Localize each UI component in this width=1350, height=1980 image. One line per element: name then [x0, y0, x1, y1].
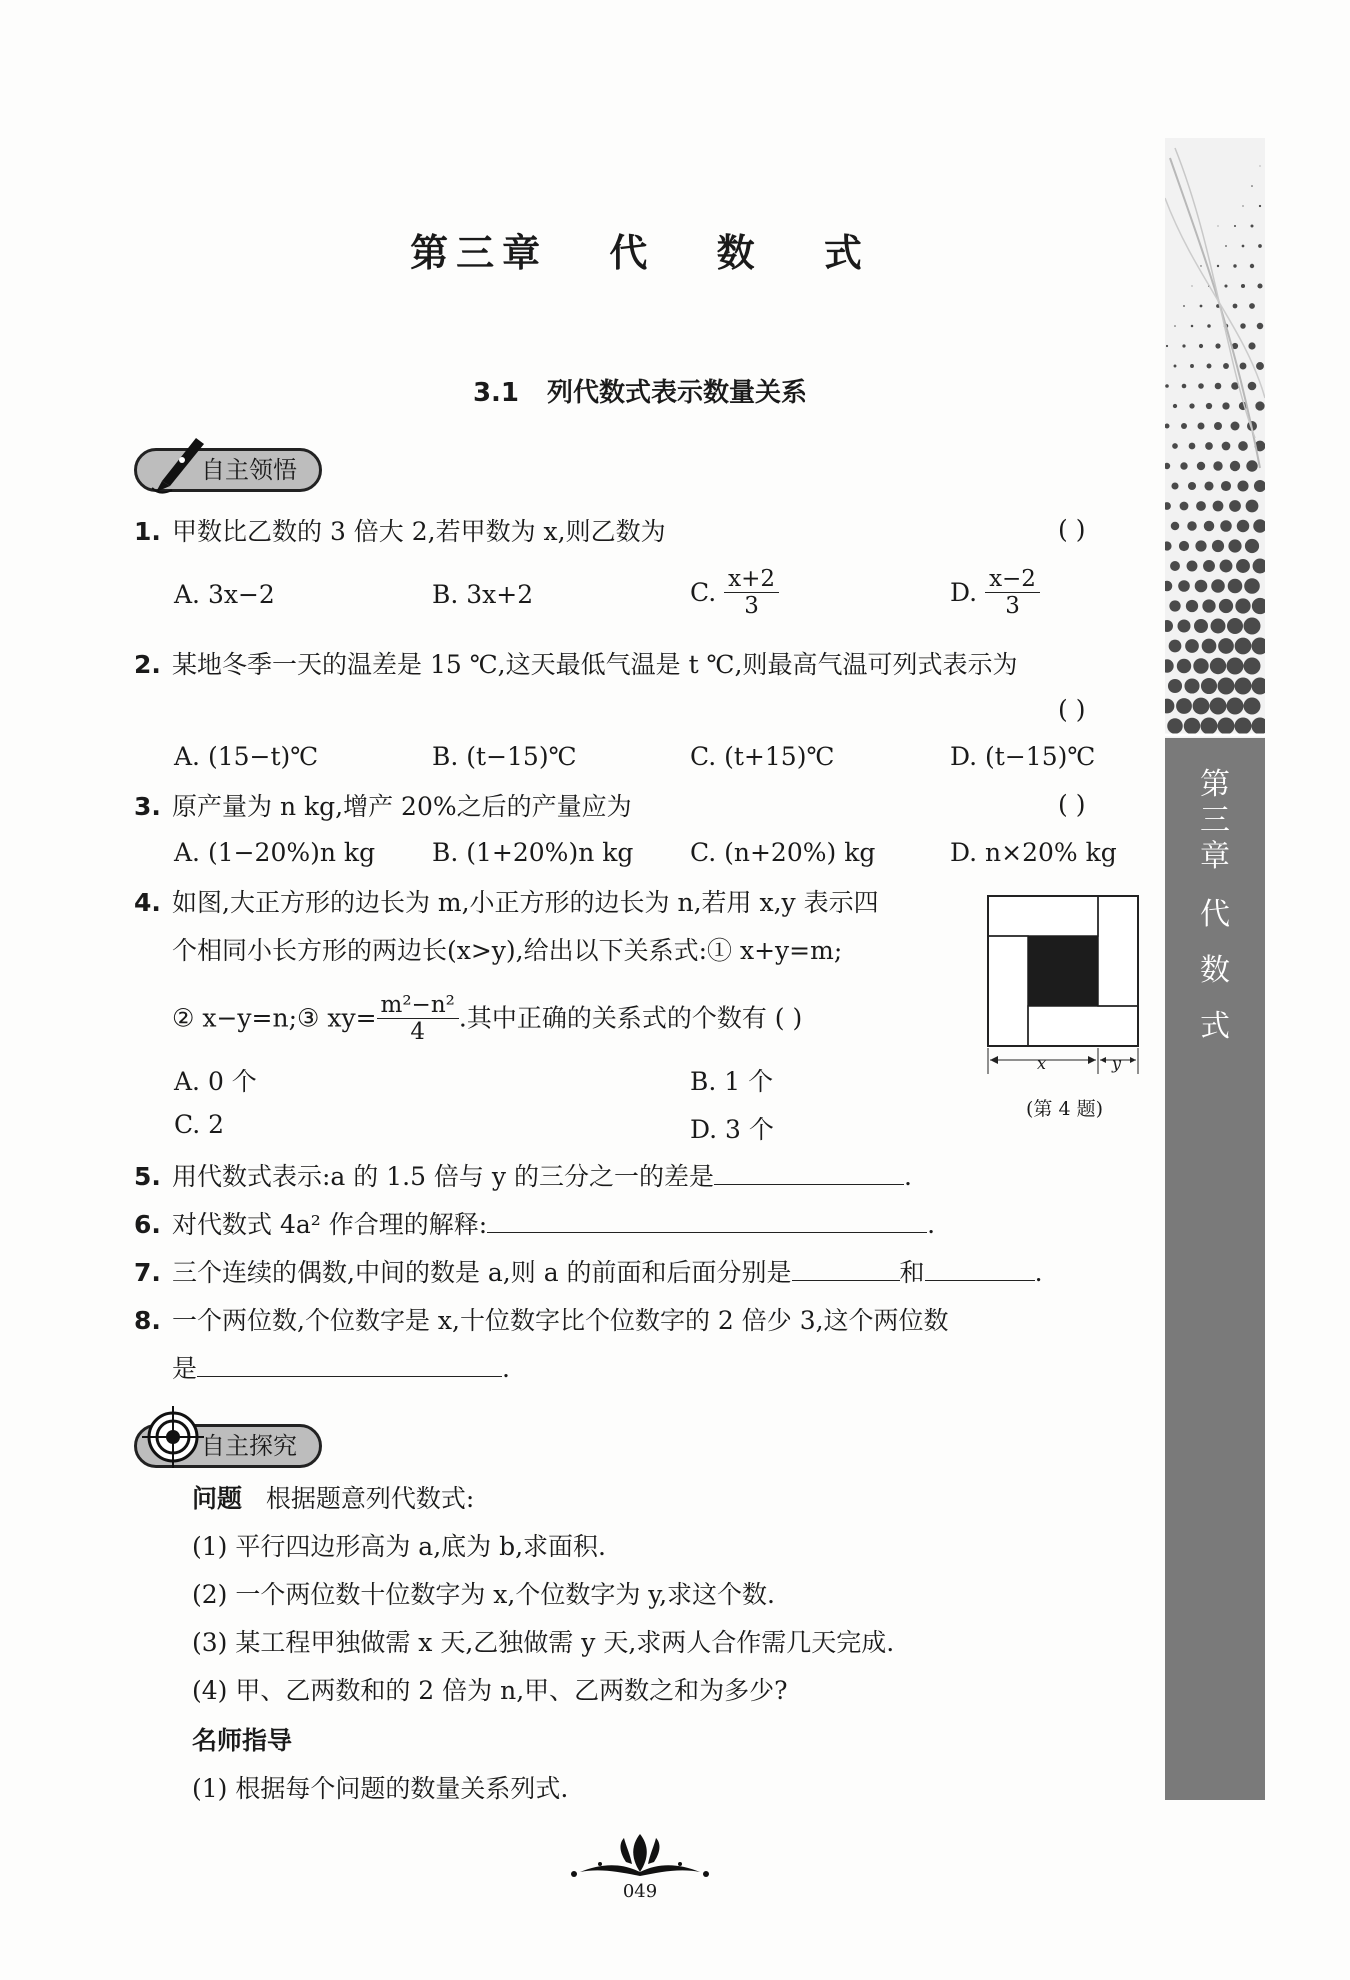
option-c: C. (n+20%) kg [690, 838, 876, 867]
halftone-dot [1223, 363, 1229, 369]
option-b: B. (1+20%)n kg [432, 838, 634, 867]
question-number: 8. [134, 1306, 161, 1335]
halftone-dot [1225, 245, 1227, 247]
halftone-dot [1210, 658, 1226, 674]
problem-label: 问题 [192, 1484, 243, 1513]
problem-heading [192, 1482, 474, 1516]
chapter-label: 第三章 [410, 230, 549, 275]
halftone-dot [1215, 343, 1220, 348]
halftone-dot [1182, 384, 1187, 389]
question-text: 对代数式 4a² 作合理的解释: [172, 1210, 488, 1239]
guide-text: (1) 根据每个问题的数量关系列式. [192, 1774, 569, 1803]
page-number: 049 [622, 1881, 658, 1902]
halftone-dot [1177, 659, 1191, 673]
square-figure [980, 888, 1140, 1078]
halftone-dot [1255, 401, 1264, 410]
halftone-dot [1210, 698, 1227, 715]
halftone-dot [1256, 362, 1264, 370]
halftone-dot [1259, 205, 1261, 207]
option-d: D. n×20% kg [950, 838, 1117, 867]
halftone-dot [1190, 364, 1194, 368]
halftone-dot [1172, 443, 1178, 449]
question-number: 1. [134, 517, 161, 546]
chapter-title [0, 222, 1280, 277]
problem-item: (4) 甲、乙两数和的 2 倍为 n,甲、乙两数之和为多少? [192, 1676, 788, 1705]
question-text: 如图,大正方形的边长为 m,小正方形的边长为 n,若用 x,y 表示四 [172, 888, 879, 917]
halftone-dot [1235, 718, 1252, 735]
halftone-dot [1233, 264, 1236, 267]
problem-item: (3) 某工程甲独做需 x 天,乙独做需 y 天,求两人合作需几天完成. [192, 1628, 895, 1657]
sidebar-chapter-label: 第 三 章 代 数 式 [1200, 767, 1230, 1044]
halftone-dot [1204, 521, 1215, 532]
halftone-dot [1171, 482, 1178, 489]
halftone-dot [1257, 323, 1264, 330]
pen-icon [142, 426, 212, 496]
option-a: A. 0 个 [174, 1067, 257, 1096]
question-7: 7. 三个连续的偶数,中间的数是 a,则 a 的前面和后面分别是 和 . [134, 1256, 1043, 1290]
question-text: 一个两位数,个位数字是 x,十位数字比个位数字的 2 倍少 3,这个两位数 [172, 1306, 949, 1335]
section-number: 3.1 [472, 378, 520, 408]
question-8-cont: 是 . [172, 1354, 510, 1383]
halftone-dot [1178, 580, 1190, 592]
halftone-dot [1227, 618, 1243, 634]
halftone-dot [1235, 598, 1250, 613]
halftone-dot [1199, 344, 1203, 348]
halftone-dot [1248, 382, 1257, 391]
halftone-dot [1176, 698, 1192, 714]
halftone-dot [1203, 560, 1215, 572]
halftone-dot [1202, 599, 1215, 612]
halftone-dot [1219, 599, 1233, 613]
answer-parentheses: ( ) [1058, 515, 1086, 544]
halftone-dot [1200, 265, 1201, 266]
halftone-dot [1244, 658, 1261, 675]
option-a: A. (15−t)℃ [174, 742, 319, 771]
halftone-dot [1237, 480, 1248, 491]
halftone-dot [1178, 620, 1191, 633]
halftone-dot [1214, 422, 1222, 430]
halftone-dot [1194, 619, 1208, 633]
problem-item: (2) 一个两位数十位数字为 x,个位数字为 y,求这个数. [192, 1580, 775, 1609]
section-name: 列代数式表示数量关系 [547, 378, 808, 408]
question-4 [134, 886, 879, 920]
halftone-dot [1251, 225, 1254, 228]
option-d: D. (t−15)℃ [950, 742, 1096, 771]
halftone-dot [1198, 423, 1205, 430]
problem-text: 根据题意列代数式: [265, 1484, 475, 1513]
chapter-char: 数 [716, 230, 763, 275]
question-number: 5. [134, 1162, 161, 1191]
question-number: 6. [134, 1210, 161, 1239]
halftone-dot [1189, 403, 1194, 408]
halftone-dot [1224, 284, 1227, 287]
halftone-dot [1242, 245, 1245, 248]
halftone-dot [1174, 325, 1176, 327]
question-number: 3. [134, 792, 161, 821]
figure-label-x: x [1037, 1054, 1047, 1073]
question-number: 7. [134, 1258, 161, 1287]
option-a: A. 3x−2 [174, 580, 275, 609]
halftone-dot [1222, 402, 1229, 409]
halftone-dot [1244, 578, 1260, 594]
halftone-dot [1174, 365, 1177, 368]
question-number: 4. [134, 888, 161, 917]
halftone-dot [1244, 618, 1261, 635]
answer-blank[interactable] [197, 1352, 502, 1377]
halftone-dot [1258, 244, 1262, 248]
halftone-dot [1215, 383, 1222, 390]
halftone-dot [1242, 205, 1243, 206]
halftone-dot [1220, 520, 1232, 532]
halftone-dot [1198, 383, 1204, 389]
halftone-dot [1186, 600, 1198, 612]
halftone-dot [1240, 323, 1246, 329]
halftone-dot [1195, 540, 1206, 551]
ornament-icon [560, 1832, 720, 1880]
question-text: 三个连续的偶数,中间的数是 a,则 a 的前面和后面分别是 [172, 1258, 792, 1287]
figure-caption: (第 4 题) [1026, 1098, 1103, 1120]
halftone-dot [1235, 678, 1252, 695]
halftone-dot [1220, 560, 1233, 573]
question-1 [134, 515, 666, 549]
halftone-dot [1205, 442, 1213, 450]
halftone-dot [1230, 461, 1240, 471]
halftone-dot [1195, 580, 1208, 593]
halftone-dot [1248, 342, 1255, 349]
option-c: C. 2 [174, 1110, 225, 1139]
halftone-dot [1185, 639, 1199, 653]
section-title [0, 372, 1280, 409]
halftone-dot [1246, 500, 1259, 513]
halftone-dot [1193, 698, 1210, 715]
question-text: 某地冬季一天的温差是 15 ℃,这天最低气温是 t ℃,则最高气温可列式表示为 [172, 650, 1018, 679]
halftone-dot [1212, 540, 1224, 552]
option-d: D. 3 个 [690, 1115, 774, 1144]
halftone-dot [1251, 185, 1253, 187]
halftone-dot [1180, 502, 1189, 511]
problem-item: (1) 平行四边形高为 a,底为 b,求面积. [192, 1532, 607, 1561]
halftone-dot [1184, 718, 1201, 735]
question-number: 2. [134, 650, 161, 679]
halftone-dot [1213, 501, 1224, 512]
halftone-dot [1183, 305, 1185, 307]
halftone-dot [1206, 403, 1212, 409]
halftone-dot [1170, 561, 1180, 571]
halftone-dot [1169, 640, 1182, 653]
answer-blank[interactable] [714, 1160, 904, 1185]
badge-label: 自主探究 [134, 1424, 322, 1468]
chapter-char: 式 [823, 230, 870, 275]
halftone-dot [1257, 283, 1262, 288]
halftone-dot [1193, 658, 1208, 673]
halftone-dot [1213, 461, 1222, 470]
halftone-dot [1173, 404, 1177, 408]
halftone-dot [1201, 718, 1218, 735]
question-6: 6. 对代数式 4a² 作合理的解释: . [134, 1208, 935, 1242]
halftone-dot [1200, 305, 1203, 308]
option-b: B. (t−15)℃ [432, 742, 577, 771]
chapter-char: 代 [609, 230, 656, 275]
figure-label-y: y [1112, 1054, 1122, 1073]
option-c: C. $\frac{x+2}{3}$ [690, 566, 779, 619]
halftone-dot [1229, 500, 1241, 512]
halftone-dot [1191, 285, 1192, 286]
option-b: B. 3x+2 [432, 580, 534, 609]
halftone-dot [1218, 678, 1235, 695]
halftone-dot [1246, 460, 1257, 471]
halftone-dot [1221, 481, 1231, 491]
answer-blank[interactable] [487, 1208, 927, 1233]
halftone-dot [1235, 638, 1252, 655]
badge-label: 自主领悟 [134, 448, 322, 492]
halftone-dot [1227, 698, 1244, 715]
halftone-dot [1240, 363, 1247, 370]
halftone-dot [1187, 561, 1198, 572]
halftone-dot [1191, 325, 1194, 328]
halftone-dot [1180, 462, 1187, 469]
question-text: 用代数式表示:a 的 1.5 倍与 y 的三分之一的差是 [172, 1162, 714, 1191]
question-text: ② x−y=n;③ xy= $\frac{\text{m²−n²}}{4}$ .其中正确的关系式的个数有 ( ) [172, 992, 803, 1045]
question-8 [134, 1304, 949, 1338]
question-text: 个相同小长方形的两边长(x>y),给出以下关系式:① x+y=m; [172, 936, 843, 965]
halftone-dot [1236, 559, 1250, 573]
option-d: D. $\frac{x-2}{3}$ [950, 566, 1040, 619]
halftone-dot [1169, 600, 1180, 611]
halftone-dot [1231, 422, 1240, 431]
halftone-dot [1168, 679, 1182, 693]
halftone-dot [1181, 423, 1187, 429]
halftone-dot [1237, 520, 1250, 533]
halftone-dot [1166, 345, 1168, 347]
guide-heading: 名师指导 [192, 1726, 293, 1755]
halftone-dot [1217, 265, 1219, 267]
halftone-dot [1189, 443, 1196, 450]
halftone-dot [1244, 698, 1261, 715]
halftone-dot [1238, 441, 1248, 451]
halftone-dot [1197, 462, 1205, 470]
target-icon [140, 1404, 206, 1470]
option-c: C. (t+15)℃ [690, 742, 835, 771]
option-a: A. (1−20%)n kg [174, 838, 376, 867]
halftone-dot [1249, 303, 1255, 309]
halftone-dot [1182, 344, 1185, 347]
halftone-dot [1234, 225, 1236, 227]
halftone-dot [1165, 384, 1169, 388]
answer-blank[interactable] [792, 1256, 900, 1281]
halftone-dot [1196, 501, 1206, 511]
halftone-dot [1171, 522, 1180, 531]
halftone-dot [1211, 619, 1226, 634]
question-text: 甲数比乙数的 3 倍大 2,若甲数为 x,则乙数为 [172, 517, 666, 546]
halftone-dot [1179, 541, 1189, 551]
halftone-dot [1211, 579, 1225, 593]
answer-parentheses: ( ) [1058, 695, 1086, 724]
halftone-dot [1228, 579, 1243, 594]
halftone-dot [1184, 678, 1199, 693]
halftone-dot [1188, 482, 1196, 490]
halftone-dot [1245, 539, 1259, 553]
question-2 [134, 648, 1017, 682]
halftone-dot [1207, 324, 1211, 328]
answer-blank[interactable] [925, 1256, 1035, 1281]
halftone-dot [1260, 166, 1261, 167]
halftone-dot [1250, 264, 1254, 268]
halftone-dot [1218, 638, 1234, 654]
halftone-dot [1207, 364, 1212, 369]
halftone-dot [1167, 718, 1183, 734]
question-3 [134, 790, 632, 824]
halftone-dot [1228, 539, 1241, 552]
halftone-dot [1218, 226, 1219, 227]
sidebar-pattern [1165, 138, 1265, 738]
halftone-dot [1227, 658, 1244, 675]
question-5: 5. 用代数式表示:a 的 1.5 倍与 y 的三分之一的差是 . [134, 1160, 912, 1194]
answer-parentheses: ( ) [1058, 790, 1086, 819]
halftone-dot [1187, 521, 1197, 531]
halftone-dot [1202, 639, 1217, 654]
halftone-dot [1241, 284, 1245, 288]
halftone-dot [1204, 481, 1213, 490]
halftone-dot [1233, 304, 1238, 309]
option-b: B. 1 个 [690, 1067, 774, 1096]
question-text: 原产量为 n kg,增产 20%之后的产量应为 [172, 792, 632, 821]
halftone-dot [1222, 442, 1231, 451]
halftone-dot [1218, 718, 1235, 735]
halftone-dot [1201, 678, 1217, 694]
